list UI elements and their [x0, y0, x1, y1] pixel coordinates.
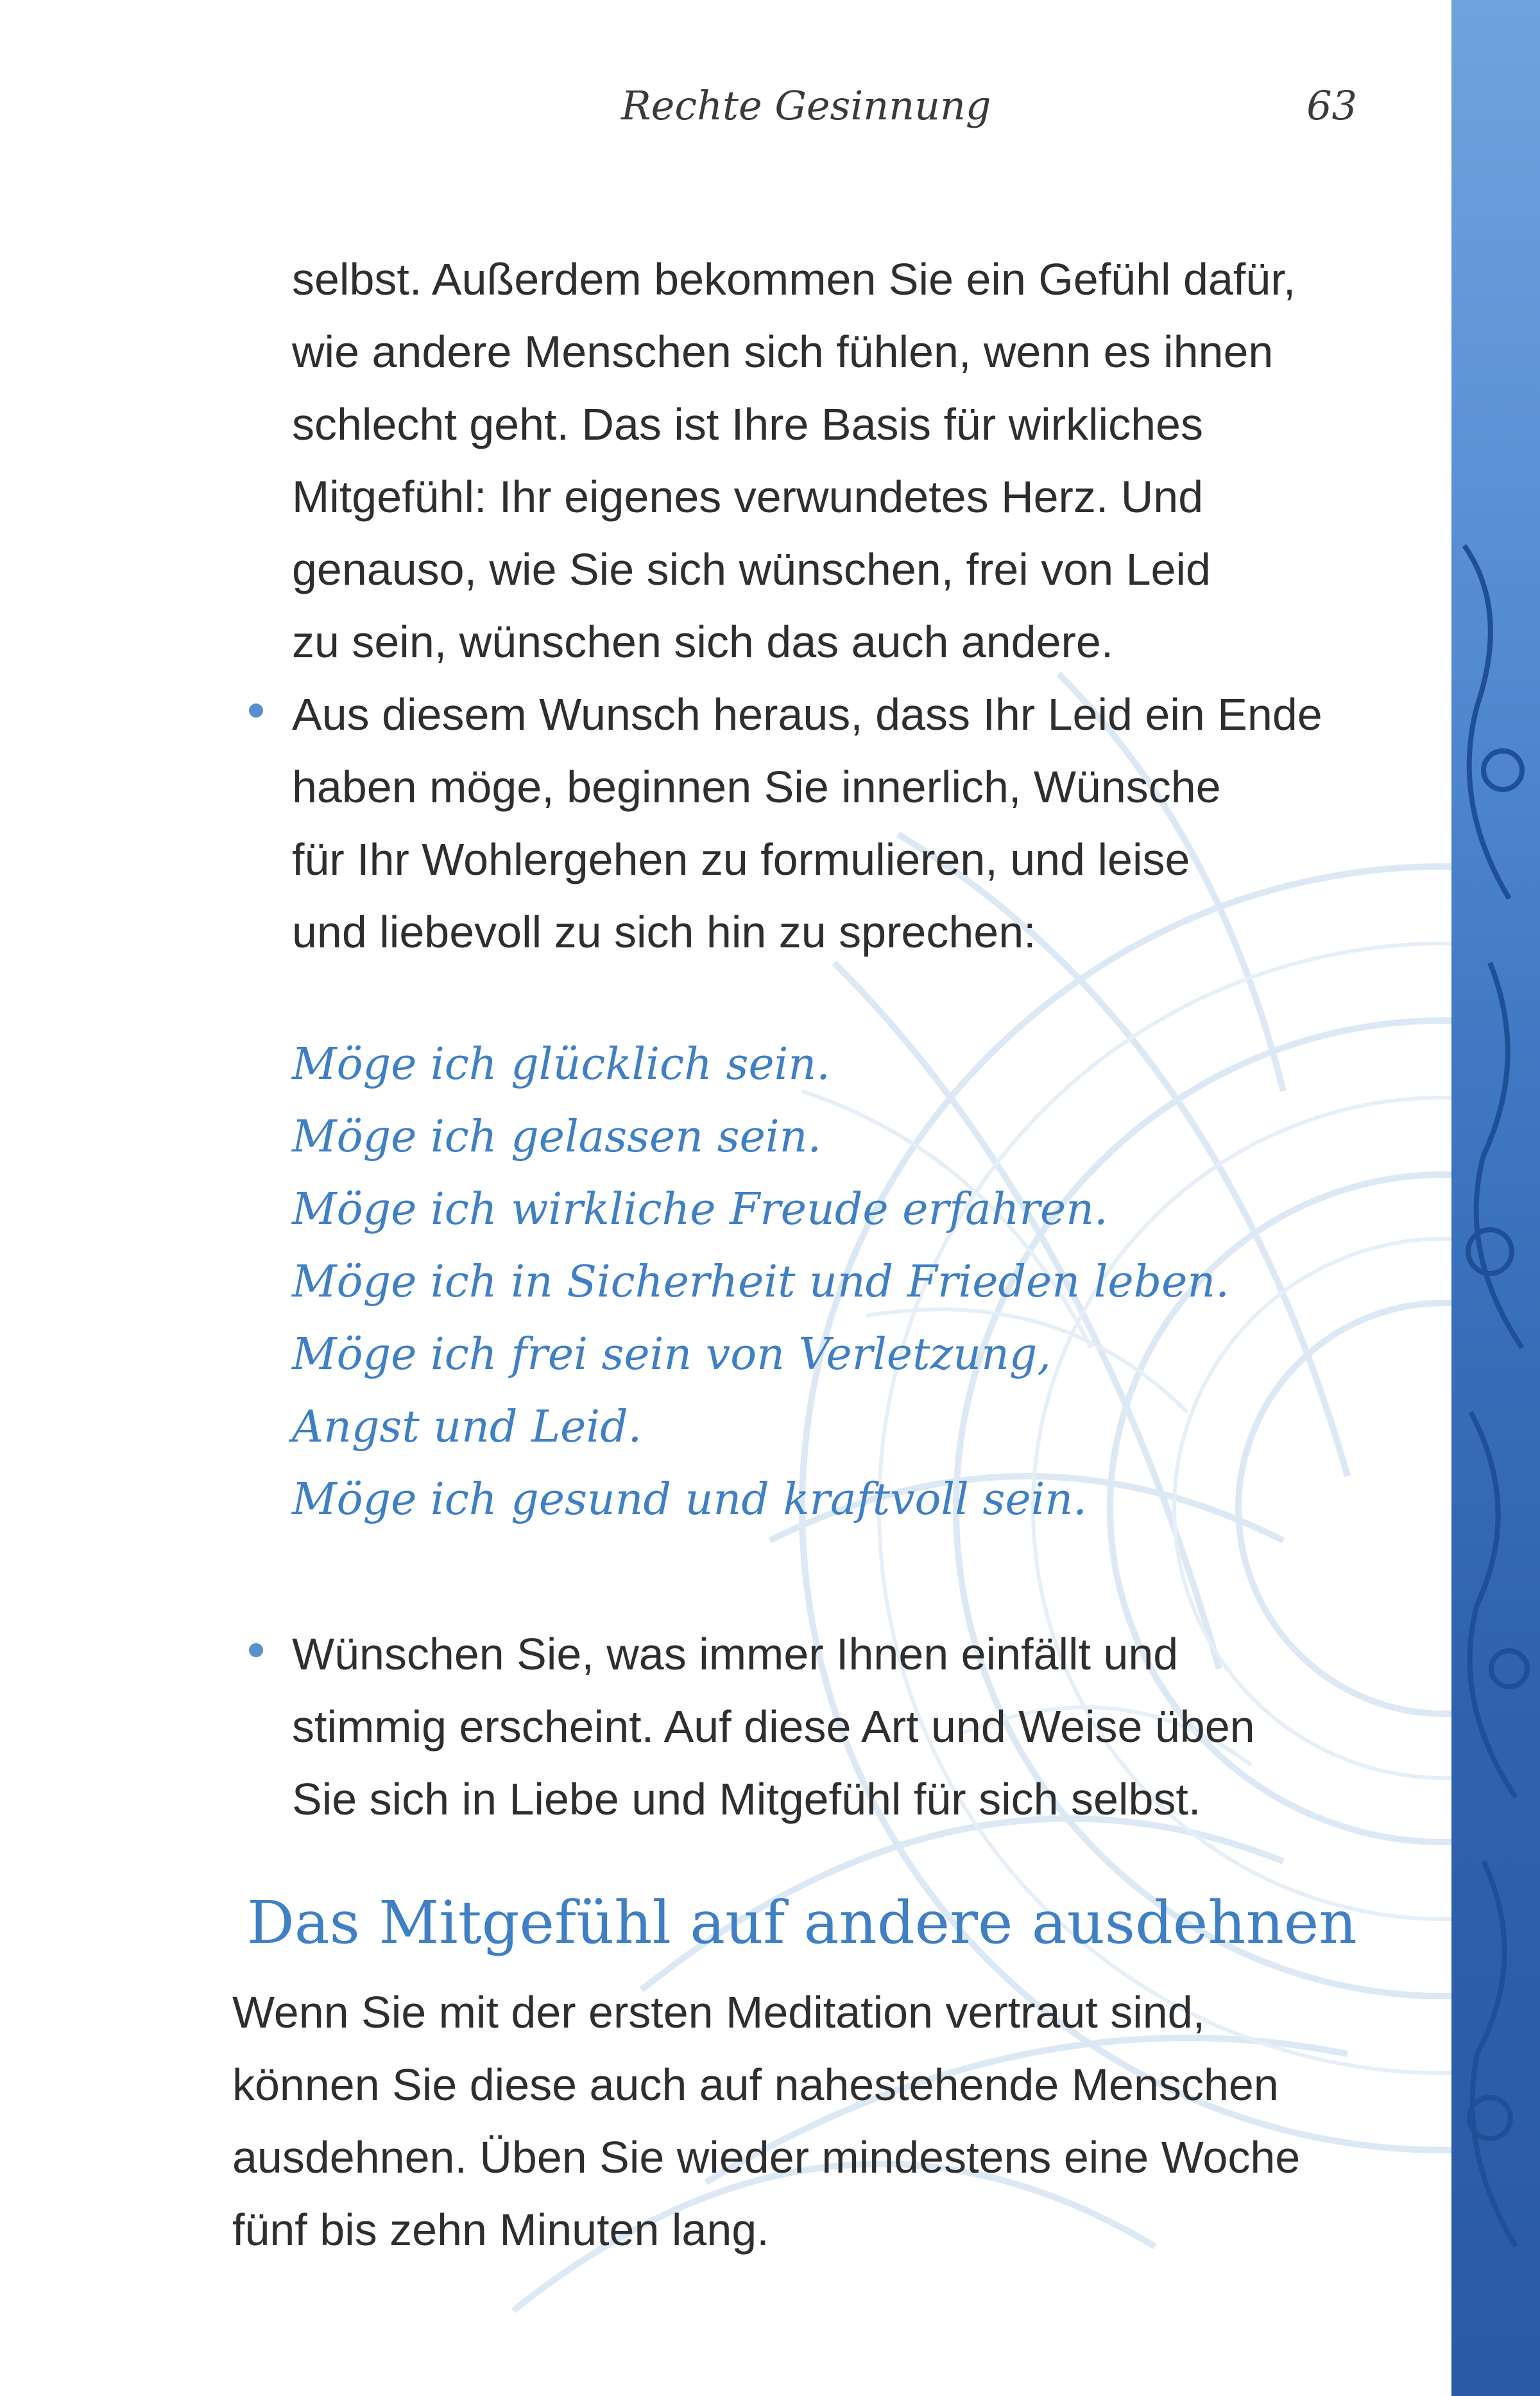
intro-line: selbst. Außerdem bekommen Sie ein Gefühl dafür, — [292, 254, 1296, 304]
section-line: können Sie diese auch auf nahestehende Menschen — [232, 2060, 1279, 2110]
wish-line: Angst und Leid. — [292, 1402, 642, 1452]
section-line: Wenn Sie mit der ersten Meditation vertraut sind, — [232, 1987, 1206, 2037]
bullet-line: Wünschen Sie, was immer Ihnen einfällt und — [292, 1629, 1179, 1679]
bullet-line: für Ihr Wohlergehen zu formulieren, und leise — [292, 834, 1190, 884]
wish-line: Möge ich frei sein von Verletzung, — [292, 1329, 1052, 1380]
bullet-dot — [249, 703, 263, 718]
section-line: fünf bis zehn Minuten lang. — [232, 2205, 769, 2255]
bullet-dot — [249, 1643, 263, 1657]
bullet-line: stimmig erscheint. Auf diese Art und Weise üben — [292, 1702, 1255, 1752]
running-header-title: Rechte Gesinnung — [621, 82, 991, 129]
section-line: ausdehnen. Üben Sie wieder mindestens eine Woche — [232, 2132, 1301, 2182]
wish-line: Möge ich glücklich sein. — [292, 1039, 830, 1090]
intro-line: wie andere Menschen sich fühlen, wenn es ihnen — [292, 327, 1274, 377]
wish-line: Möge ich in Sicherheit und Frieden leben. — [292, 1257, 1229, 1307]
intro-line: genauso, wie Sie sich wünschen, frei von Leid — [292, 544, 1211, 594]
bullet-line: und liebevoll zu sich hin zu sprechen: — [292, 907, 1036, 957]
intro-line: Mitgefühl: Ihr eigenes verwundetes Herz. Und — [292, 472, 1204, 522]
page-number: 63 — [1306, 82, 1357, 129]
intro-line: zu sein, wünschen sich das auch andere. — [292, 617, 1114, 667]
intro-line: schlecht geht. Das ist Ihre Basis für wirkliches — [292, 399, 1203, 449]
bullet-line: Sie sich in Liebe und Mitgefühl für sich selbst. — [292, 1774, 1201, 1824]
bullet-line: haben möge, beginnen Sie innerlich, Wünsche — [292, 762, 1221, 812]
wish-line: Möge ich wirkliche Freude erfahren. — [292, 1184, 1108, 1235]
wish-line: Möge ich gelassen sein. — [292, 1112, 821, 1162]
decorative-side-band — [1451, 0, 1540, 2396]
wish-line: Möge ich gesund und kraftvoll sein. — [292, 1474, 1087, 1525]
bullet-line: Aus diesem Wunsch heraus, dass Ihr Leid ein Ende — [292, 689, 1322, 739]
section-heading: Das Mitgefühl auf andere ausdehnen — [247, 1888, 1357, 1957]
